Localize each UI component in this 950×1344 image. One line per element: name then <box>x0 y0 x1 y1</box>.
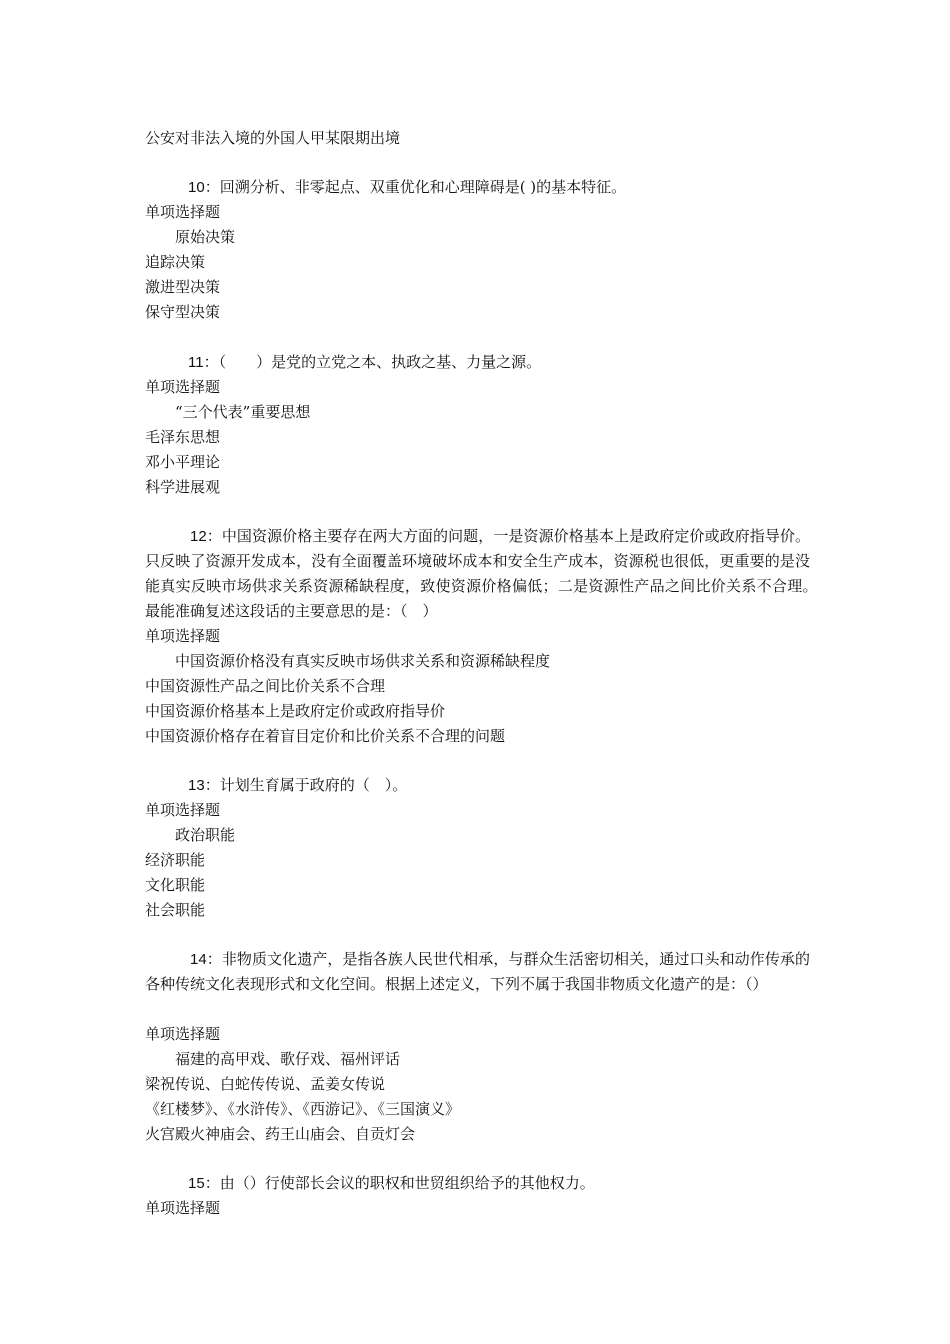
question-type: 单项选择题 <box>145 801 221 819</box>
intro-line: 公安对非法入境的外国人甲某限期出境 <box>145 129 401 147</box>
question-type: 单项选择题 <box>145 1199 221 1217</box>
question-text: ：非物质文化遗产，是指各族人民世代相承，与群众生活密切相关，通过口头和动作传承的各种传统文化表现形式和文化空间。根据上述定义，下列不属于我国非物质文化遗产的是：（） <box>145 950 810 993</box>
question-type: 单项选择题 <box>145 627 221 645</box>
question-10-stem <box>188 177 626 197</box>
option: 中国资源价格基本上是政府定价或政府指导价 <box>145 702 446 720</box>
question-number: 13 <box>188 777 205 794</box>
option: 保守型决策 <box>145 303 221 321</box>
option: 中国资源价格存在着盲目定价和比价关系不合理的问题 <box>145 727 506 745</box>
question-15-stem <box>188 1173 595 1193</box>
option: 中国资源价格没有真实反映市场供求关系和资源稀缺程度 <box>175 652 551 670</box>
option: 毛泽东思想 <box>145 428 221 446</box>
question-number: 14 <box>190 951 207 968</box>
option: 文化职能 <box>145 876 206 894</box>
question-14-stem <box>145 947 810 997</box>
option: 原始决策 <box>175 228 236 246</box>
question-11-stem <box>188 352 541 372</box>
option: 火宫殿火神庙会、药王山庙会、自贡灯会 <box>145 1125 416 1143</box>
question-type: 单项选择题 <box>145 378 221 396</box>
question-text: ：回溯分析、非零起点、双重优化和心理障碍是( )的基本特征。 <box>204 178 627 196</box>
option: 社会职能 <box>145 901 206 919</box>
option: 《红楼梦》、《水浒传》、《西游记》、《三国演义》 <box>145 1100 461 1118</box>
option: 邓小平理论 <box>145 453 221 471</box>
option: 中国资源性产品之间比价关系不合理 <box>145 677 386 695</box>
option: “三个代表”重要思想 <box>175 403 311 421</box>
question-number: 10 <box>188 179 205 196</box>
question-number: 11 <box>188 354 204 371</box>
question-text: ：由（）行使部长会议的职权和世贸组织给予的其他权力。 <box>204 1174 595 1192</box>
question-12-stem <box>145 524 841 624</box>
option: 福建的高甲戏、歌仔戏、福州评话 <box>175 1050 401 1068</box>
question-text: ：（ ）是党的立党之本、执政之基、力量之源。 <box>203 353 542 371</box>
option: 政治职能 <box>175 826 236 844</box>
question-text: ：计划生育属于政府的（ ）。 <box>204 776 408 794</box>
question-number: 12 <box>190 528 207 545</box>
question-13-stem <box>188 775 407 795</box>
question-type: 单项选择题 <box>145 203 221 221</box>
option: 梁祝传说、白蛇传传说、孟姜女传说 <box>145 1075 386 1093</box>
option: 追踪决策 <box>145 253 206 271</box>
question-type: 单项选择题 <box>145 1025 221 1043</box>
option: 经济职能 <box>145 851 206 869</box>
option: 科学进展观 <box>145 478 221 496</box>
question-number: 15 <box>188 1175 205 1192</box>
option: 激进型决策 <box>145 278 221 296</box>
question-text: ：中国资源价格主要存在两大方面的问题，一是资源价格基本上是政府定价或政府指导价。只反映了资源开发成本，没有全面覆盖环境破坏成本和安全生产成本，资源税也很低，更重要的是没能真实反映市场供求关系资源稀缺程度，致使资源价格偏低；二是资源性产品之间比价关系不合理。 最能准确复述这段话的主要意思的是：（ ） <box>145 527 841 620</box>
